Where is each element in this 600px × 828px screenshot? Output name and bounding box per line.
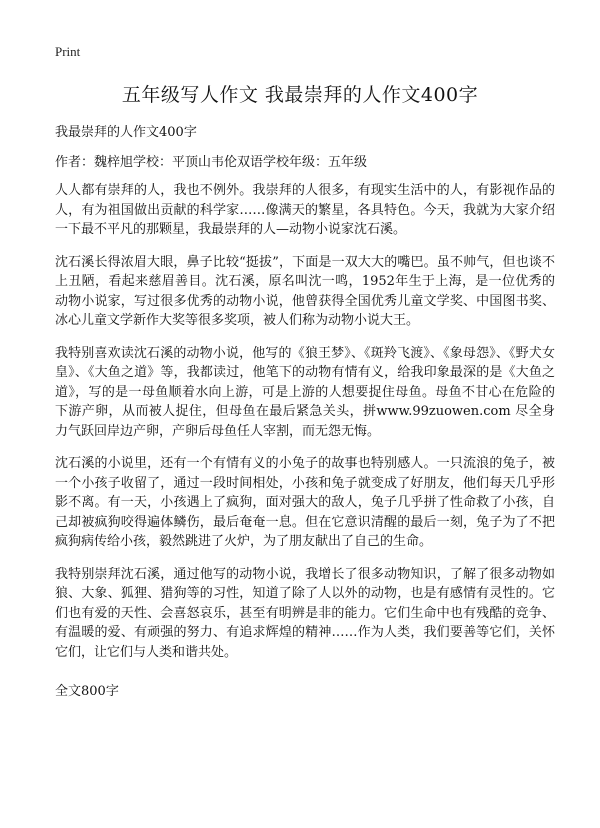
article-body [55,181,555,675]
author-info: 作者：魏梓旭学校：平顶山韦伦双语学校年级：五年级 [55,155,368,170]
article-subtitle: 我最崇拜的人作文400字 [55,125,197,140]
paragraph-conclusion: 我特别崇拜沈石溪，通过他写的动物小说，我增长了很多动物知识，了解了很多动物如狼、大象、狐狸、猎狗等的习性，知道了除了人以外的动物，也是有感情有灵性的。它们也有爱的天性、会喜怒哀乐，甚至有明辨是非的能力。它们生命中也有残酷的竞争、有温暖的爱、有顽强的努力、有追求辉煌的精神……作为人类，我们要善等它们，关怀它们，让它们与人类和谐共处。 [55,566,555,660]
page-title: 五年级写人作文 我最崇拜的人作文400字 [121,84,479,106]
paragraph-intro: 人人都有崇拜的人，我也不例外。我崇拜的人很多，有现实生活中的人，有影视作品的人，有为祖国做出贡献的科学家……像满天的繁星，各具特色。今天，我就为大家介绍一下最不平凡的那颗星，我最崇拜的人—动物小说家沈石溪。 [55,183,555,237]
print-label: Print [55,44,81,59]
paragraph-favorite-works: 我特别喜欢读沈石溪的动物小说，他写的《狼王梦》、《斑羚飞渡》、《象母怨》、《野犬女皇》、《大鱼之道》等，我都读过，他笔下的动物有情有义，给我印象最深的是《大鱼之道》，写的是一母鱼顺着水向上游，可是上游的人想要捉住母鱼。母鱼不甘心在危险的下游产卵，从而被人捉住，但母鱼在最后紧急关头，拼www.99zuowen.com 尽全身力气跃回岸边产卵，产卵后母鱼任人宰割，而无怨无悔。 [55,345,555,439]
paragraph-appearance: 沈石溪长得浓眉大眼，鼻子比较“挺拔”，下面是一双大大的嘴巴。虽不帅气，但也谈不上丑陋，看起来慈眉善目。沈石溪，原名叫沈一鸣，1952年生于上海，是一位优秀的动物小说家，写过很多优秀的动物小说，他曾获得全国优秀儿童文学奖、中国图书奖、冰心儿童文学新作大奖等很多奖项，被人们称为动物小说大王。 [55,254,555,328]
paragraph-rabbit-story: 沈石溪的小说里，还有一个有情有义的小兔子的故事也特别感人。一只流浪的兔子，被一个小孩子收留了，通过一段时间相处，小孩和兔子就变成了好朋友，他们每天几乎形影不离。有一天，小孩遇上了疯狗，面对强大的敌人，兔子几乎拼了性命救了小孩，自己却被疯狗咬得遍体鳞伤，最后奄奄一息。但在它意识清醒的最后一刻，兔子为了不把疯狗病传给小孩，毅然跳进了火炉，为了朋友献出了自己的生命。 [55,456,555,549]
word-count-footer: 全文800字 [55,684,119,699]
